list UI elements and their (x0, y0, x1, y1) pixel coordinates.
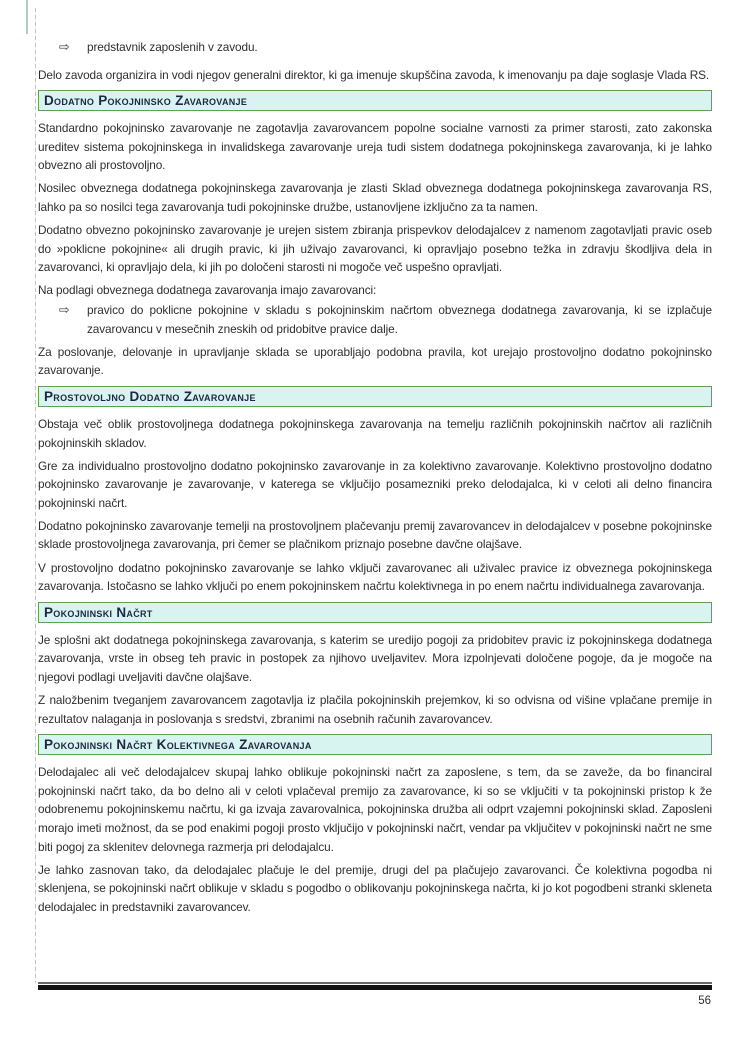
section-heading-prostovoljno-dodatno-zavarovanje: Prostovoljno Dodatno Zavarovanje (38, 386, 712, 407)
section-heading-dodatno-pokojninsko-zavarovanje: Dodatno Pokojninsko Zavarovanje (38, 90, 712, 111)
paragraph: Je lahko zasnovan tako, da delodajalec plačuje le del premije, drugi del pa plačujejo zavarovanci. Če kolektivna pogodba ni sklenjena, se pokojninski načrt oblikuje v skladu s pogodbo o oblikovanju pokojninskega načrta, ki jo kot pogodbeni stranki skleneta delodajalec in predstavniki zavarovancev. (38, 862, 712, 914)
page-number: 56 (698, 995, 711, 1007)
page-content (38, 38, 712, 921)
list-item (38, 301, 712, 338)
arrow-right-icon: ⇨ (59, 40, 70, 54)
list-item (38, 38, 712, 57)
paragraph: Dodatno obvezno pokojninsko zavarovanje je urejen sistem zbiranja prispevkov delodajalcev z namenom zagotavljati pravic oseb do »poklicne pokojnine« ali drugih pravic, ki jih uživajo zavarovanci, ki opravljajo posebno težka in zdravju škodljiva dela in zavarovanci, ki opravljajo dela, ki jih po določeni starosti ni mogoče več uspešno opravljati. (38, 223, 712, 275)
bullet-text: predstavnik zaposlenih v zavodu. (87, 40, 258, 54)
paragraph: Z naložbenim tveganjem zavarovancem zagotavlja iz plačila pokojninskih prejemkov, ki so odvisna od višine vplačane premije in rezultatov nalaganja in poslovanja s sredstvi, zbranimi na osebnih računih zavarovancev. (38, 693, 712, 726)
arrow-right-icon: ⇨ (59, 303, 70, 318)
paragraph: Dodatno pokojninsko zavarovanje temelji na prostovoljnem plačevanju premij zavarovancev in delodajalcev v posebne pokojninske sklade prostovoljnega zavarovanja, pri čemer se plačnikom priznajo posebne davčne olajšave. (38, 518, 712, 552)
section-heading-pokojninski-nacrt: Pokojninski Načrt (38, 602, 712, 623)
paragraph: Delo zavoda organizira in vodi njegov generalni direktor, ki ga imenuje skupščina zavoda, k imenovanju pa daje soglasje Vlada RS. (38, 67, 710, 82)
footer-rule (38, 982, 712, 990)
paragraph: Gre za individualno prostovoljno dodatno pokojninsko zavarovanje in za kolektivno zavarovanje. Kolektivno prostovoljno dodatno pokojninsko zavarovanje je zavarovanje, v katerega se vključijo posamezniki preko delodajalca, ki v celoti ali delno financira pokojninski načrt. (38, 458, 712, 510)
paragraph: V prostovoljno dodatno pokojninsko zavarovanje se lahko vključi zavarovanec ali uživalec pravice iz obveznega pokojninskega zavarovanja. Istočasno se lahko vključi po enem pokojninskem načrtu kolektivnega in po enem načrtu individualnega zavarovanja. (38, 560, 712, 594)
paragraph: Je splošni akt dodatnega pokojninskega zavarovanja, s katerim se uredijo pogoji za pridobitev pravic iz pokojninskega dodatnega zavarovanja, vrste in obseg teh pravic in postopek za njihovo uveljavitev. Mora izpolnjevati določene pogoje, da je mogoče na njegovi podlagi uveljaviti davčne olajšave. (38, 632, 712, 684)
paragraph: Nosilec obveznega dodatnega pokojninskega zavarovanja je zlasti Sklad obveznega dodatnega pokojninskega zavarovanja RS, lahko pa so nosilci tega zavarovanja tudi pokojninske družbe, ustanovljene izključno za ta namen. (38, 181, 712, 215)
bullet-text: pravico do poklicne pokojnine v skladu s pokojninskim načrtom obveznega dodatnega zavarovanja, ki se izplačuje zavarovancu v mesečnih zneskih od pridobitve pravice dalje. (87, 303, 712, 336)
paragraph: Delodajalec ali več delodajalcev skupaj lahko oblikuje pokojninski načrt za zaposlene, s tem, da se zaveže, da bo financiral pokojninski načrt tako, da bo delno ali v celoti vplačeval premijo za zavarovance, ki so se vključiti v ta pokojninski pristop k že odobrenemu pokojninskemu načrtu, ki ga izvaja zavarovalnica, pokojninska družba ali odprt vzajemni pokojninski sklad. Zaposleni morajo imeti možnost, da se pod enakimi pogoji prosto vključijo v pokojninski načrt, vendar pa vključitev v pokojninski načrt ne sme biti pogoj za sklenitev delovnega razmerja pri delodajalcu. (38, 765, 712, 854)
section-heading-pokojninski-nacrt-kolektivnega-zavarovanja: Pokojninski Načrt Kolektivnega Zavarovanja (38, 734, 712, 755)
paragraph: Za poslovanje, delovanje in upravljanje sklada se uporabljajo podobna pravila, kot urejajo prostovoljno dodatno pokojninsko zavarovanje. (38, 344, 712, 378)
footer-rule-thick-line (38, 985, 712, 990)
scan-artifact-vertical-line (35, 8, 36, 983)
paragraph: Standardno pokojninsko zavarovanje ne zagotavlja zavarovancem popolne socialne varnosti za primer starosti, zato zakonska ureditev sistema pokojninskega in invalidskega zavarovanje ureja tudi sistem dodatnega pokojninskega zavarovanja, ki je lahko obvezno ali prostovoljno. (38, 121, 712, 173)
paragraph: Obstaja več oblik prostovoljnega dodatnega pokojninskega zavarovanja na temelju različnih pokojninskih načrtov ali različnih pokojninskih skladov. (38, 416, 712, 450)
paragraph: Na podlagi obveznega dodatnega zavarovanja imajo zavarovanci: (38, 283, 377, 298)
scan-artifact-green-segment (26, 0, 28, 34)
